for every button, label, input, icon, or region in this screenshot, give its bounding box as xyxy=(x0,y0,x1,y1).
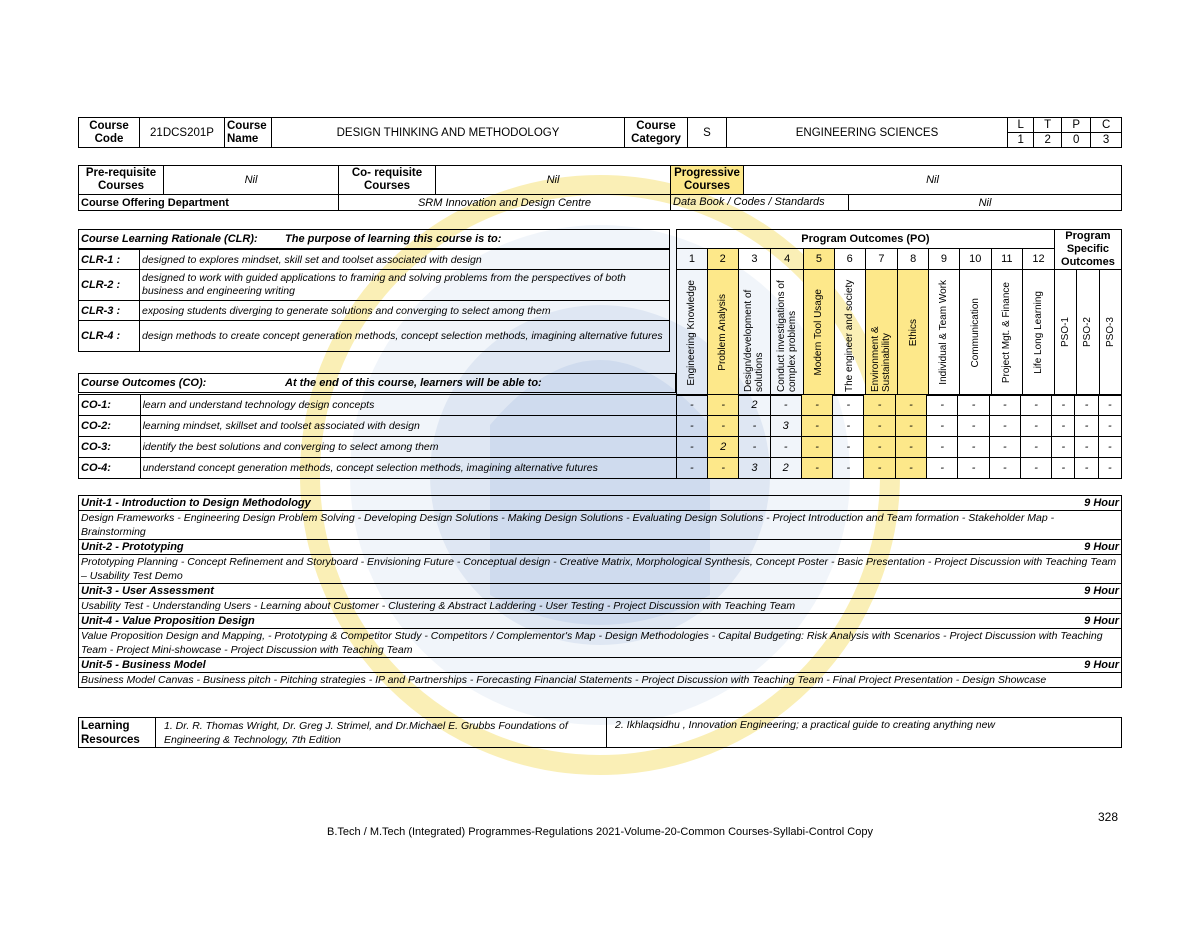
co-po-value: - xyxy=(927,437,958,458)
co-po-value: - xyxy=(864,395,895,416)
co-po-value: - xyxy=(833,416,864,437)
co-po-value: - xyxy=(833,437,864,458)
pso-name: PSO-1 xyxy=(1060,317,1072,348)
co-po-value: 3 xyxy=(739,458,770,479)
ltpc-c-value: 3 xyxy=(1091,133,1122,148)
co-po-value: - xyxy=(1052,458,1075,479)
co-po-value: 2 xyxy=(770,458,801,479)
co-po-value: - xyxy=(801,458,832,479)
co-row xyxy=(79,395,1122,416)
unit-content-row xyxy=(79,511,1122,540)
clr-row xyxy=(79,321,670,352)
co-po-value: - xyxy=(1075,437,1098,458)
po-name: The engineer and society xyxy=(844,279,856,392)
co-po-value: - xyxy=(864,416,895,437)
co-po-value: - xyxy=(676,416,707,437)
co-po-value: - xyxy=(989,416,1020,437)
clr-text: design methods to create concept generation methods, concept selection methods, imagining alternative futures xyxy=(140,321,670,352)
unit-hours: 9 Hour xyxy=(1084,615,1119,627)
co-po-value: - xyxy=(895,458,926,479)
co-po-value: - xyxy=(927,395,958,416)
unit-title-row xyxy=(79,540,1122,555)
po-name-cell xyxy=(834,270,865,396)
co-row xyxy=(79,416,1122,437)
po-number: 9 xyxy=(929,249,960,270)
po-name: Design/development of solutions xyxy=(743,289,766,392)
co-po-value: - xyxy=(1020,416,1051,437)
co-text: learn and understand technology design concepts xyxy=(140,395,676,416)
progressive-value: Nil xyxy=(744,166,1122,195)
co-po-value: - xyxy=(927,458,958,479)
po-name: Problem Analysis xyxy=(717,294,729,371)
co-text: identify the best solutions and converging to select among them xyxy=(140,437,676,458)
clr-row xyxy=(79,250,670,270)
po-name-cell xyxy=(898,270,929,396)
co-po-value: - xyxy=(1098,395,1121,416)
pso-name: PSO-2 xyxy=(1082,317,1094,348)
co-po-value: - xyxy=(708,395,739,416)
ltpc-p-value: 0 xyxy=(1062,133,1091,148)
prerequisite-table xyxy=(78,165,1122,211)
co-po-value: - xyxy=(958,395,989,416)
ltpc-l-value: 1 xyxy=(1008,133,1034,148)
co-po-value: - xyxy=(895,395,926,416)
co-row xyxy=(79,437,1122,458)
clr-items-table xyxy=(78,249,670,352)
po-number: 4 xyxy=(771,249,804,270)
co-po-value: - xyxy=(958,437,989,458)
co-po-value: - xyxy=(801,416,832,437)
co-po-value: 3 xyxy=(770,416,801,437)
unit-title-cell xyxy=(79,584,1122,599)
unit-content-row xyxy=(79,599,1122,614)
co-po-value: - xyxy=(833,458,864,479)
po-number: 11 xyxy=(991,249,1023,270)
resource-item-2: 2. Ikhlaqsidhu , Innovation Engineering; a practical guide to creating anything new xyxy=(607,718,1122,748)
co-text: understand concept generation methods, concept selection methods, imagining alternative futures xyxy=(140,458,676,479)
coreq-label: Co- requisite Courses xyxy=(339,166,436,195)
co-po-value: - xyxy=(1052,395,1075,416)
co-lead: At the end of this course, learners will be able to: xyxy=(283,374,676,393)
co-po-value: - xyxy=(958,458,989,479)
co-code: CO-2: xyxy=(79,416,141,437)
clr-purpose: The purpose of learning this course is to: xyxy=(283,230,670,249)
co-po-value: - xyxy=(676,437,707,458)
po-number: 8 xyxy=(898,249,929,270)
po-name-cell xyxy=(707,270,738,396)
co-title: Course Outcomes (CO): xyxy=(79,374,284,393)
units-table xyxy=(78,495,1122,688)
unit-content: Design Frameworks - Engineering Design Problem Solving - Developing Design Solutions - Making Design Solutions - Evaluating Design Solutions - Project Introduction and Team formation - Stakeholder Map - Brainstorming xyxy=(79,511,1122,540)
co-row xyxy=(79,458,1122,479)
unit-content-row xyxy=(79,673,1122,688)
co-po-value: - xyxy=(927,416,958,437)
co-po-value: - xyxy=(989,458,1020,479)
co-po-value: 2 xyxy=(708,437,739,458)
co-po-value: - xyxy=(1075,395,1098,416)
ltpc-p-label: P xyxy=(1062,118,1091,133)
co-po-value: - xyxy=(864,458,895,479)
co-po-value: - xyxy=(895,437,926,458)
course-code-label: Course Code xyxy=(79,118,140,148)
po-name: Ethics xyxy=(907,318,919,347)
po-number: 3 xyxy=(738,249,771,270)
po-number: 7 xyxy=(865,249,898,270)
pso-name-cell xyxy=(1054,270,1076,396)
po-name-cell xyxy=(929,270,960,396)
course-name: DESIGN THINKING AND METHODOLOGY xyxy=(272,118,625,148)
unit-content-row xyxy=(79,555,1122,584)
co-po-value: - xyxy=(801,395,832,416)
clr-code: CLR-3 : xyxy=(79,301,140,321)
unit-title: Unit-3 - User Assessment xyxy=(81,585,214,597)
po-name: Life Long Learning xyxy=(1032,291,1044,374)
po-name-cell xyxy=(865,270,898,396)
co-po-value: - xyxy=(739,437,770,458)
unit-title-row xyxy=(79,496,1122,511)
po-name: Environment & Sustainability xyxy=(870,325,893,392)
unit-title-cell xyxy=(79,658,1122,673)
course-name-label: Course Name xyxy=(225,118,272,148)
co-po-value: - xyxy=(801,437,832,458)
co-po-value: - xyxy=(1075,458,1098,479)
co-code: CO-3: xyxy=(79,437,141,458)
page-number: 328 xyxy=(1098,810,1119,824)
resources-label: Learning Resources xyxy=(79,718,156,748)
co-po-value: - xyxy=(989,395,1020,416)
unit-content-row xyxy=(79,629,1122,658)
co-po-value: - xyxy=(770,395,801,416)
ltpc-l-label: L xyxy=(1008,118,1034,133)
co-po-value: - xyxy=(1052,437,1075,458)
po-name: Engineering Knowledge xyxy=(686,279,698,386)
po-name-cell xyxy=(738,270,771,396)
unit-title-row xyxy=(79,658,1122,673)
po-name-cell xyxy=(804,270,835,396)
unit-title-row xyxy=(79,584,1122,599)
po-name: Communication xyxy=(969,297,981,368)
co-po-value: - xyxy=(1075,416,1098,437)
co-po-value: - xyxy=(1098,458,1121,479)
co-matrix-table xyxy=(78,394,1122,479)
po-number: 5 xyxy=(804,249,835,270)
unit-hours: 9 Hour xyxy=(1084,659,1119,671)
co-po-value: 2 xyxy=(739,395,770,416)
po-name-cell xyxy=(771,270,804,396)
unit-title: Unit-5 - Business Model xyxy=(81,659,206,671)
co-po-value: - xyxy=(833,395,864,416)
unit-content: Usability Test - Understanding Users - Learning about Customer - Clustering & Abstract Laddering - User Testing - Project Discussion with Teaching Team xyxy=(79,599,1122,614)
unit-content: Prototyping Planning - Concept Refinement and Storyboard - Envisioning Future - Conceptual design - Creative Matrix, Morphological Synthesis, Concept Poster - Basic Presentation - Project Discussion with Teaching Team – Usability Test Demo xyxy=(79,555,1122,584)
po-name-cell xyxy=(1023,270,1055,396)
clr-text: designed to work with guided applications to framing and solving problems from the perspectives of both business and engineering writing xyxy=(140,270,670,301)
co-po-value: - xyxy=(739,416,770,437)
clr-text: designed to explores mindset, skill set and toolset associated with design xyxy=(140,250,670,270)
unit-hours: 9 Hour xyxy=(1084,541,1119,553)
co-po-value: - xyxy=(1020,395,1051,416)
co-text: learning mindset, skillset and toolset associated with design xyxy=(140,416,676,437)
databook-label: Data Book / Codes / Standards xyxy=(671,195,849,210)
co-po-value: - xyxy=(1098,437,1121,458)
clr-code: CLR-2 : xyxy=(79,270,140,301)
po-name: Modern Tool Usage xyxy=(813,289,825,376)
co-code: CO-4: xyxy=(79,458,141,479)
clr-code: CLR-1 : xyxy=(79,250,140,270)
course-category: S xyxy=(688,118,727,148)
course-header-table xyxy=(78,117,1122,148)
po-number: 1 xyxy=(677,249,708,270)
co-code: CO-1: xyxy=(79,395,141,416)
unit-content: Business Model Canvas - Business pitch - Pitching strategies - IP and Partnerships - Forecasting Financial Statements - Project Discussion with Teaching Team - Final Project Presentation - Design Showcase xyxy=(79,673,1122,688)
unit-hours: 9 Hour xyxy=(1084,585,1119,597)
unit-title: Unit-2 - Prototyping xyxy=(81,541,184,553)
prereq-label: Pre-requisite Courses xyxy=(79,166,164,195)
co-po-value: - xyxy=(1098,416,1121,437)
ltpc-t-label: T xyxy=(1034,118,1062,133)
co-po-value: - xyxy=(708,416,739,437)
co-po-value: - xyxy=(708,458,739,479)
co-po-value: - xyxy=(864,437,895,458)
course-code: 21DCS201P xyxy=(140,118,225,148)
co-po-value: - xyxy=(1020,437,1051,458)
co-po-value: - xyxy=(895,416,926,437)
clr-row xyxy=(79,301,670,321)
co-po-value: - xyxy=(770,437,801,458)
co-po-value: - xyxy=(676,395,707,416)
learning-resources-table xyxy=(78,717,1122,748)
dept-value: SRM Innovation and Design Centre xyxy=(339,195,671,211)
databook-cell xyxy=(671,195,1122,211)
unit-title-cell xyxy=(79,540,1122,555)
prereq-value: Nil xyxy=(164,166,339,195)
resource-item-1: 1. Dr. R. Thomas Wright, Dr. Greg J. Strimel, and Dr.Michael E. Grubbs Foundations of Engineering & Technology, 7th Edition xyxy=(156,718,607,748)
dept-label: Course Offering Department xyxy=(79,195,339,211)
unit-title: Unit-1 - Introduction to Design Methodology xyxy=(81,497,311,509)
progressive-label: Progressive Courses xyxy=(671,166,744,195)
clr-title: Course Learning Rationale (CLR): xyxy=(79,230,284,249)
co-po-value: - xyxy=(1020,458,1051,479)
unit-title-row xyxy=(79,614,1122,629)
po-name: Conduct investigations of complex problems xyxy=(776,279,799,392)
pso-name: PSO-3 xyxy=(1104,317,1116,348)
clr-row xyxy=(79,270,670,301)
page-footer: B.Tech / M.Tech (Integrated) Programmes-Regulations 2021-Volume-20-Common Courses-Syllabi-Control Copy xyxy=(327,826,873,838)
unit-title: Unit-4 - Value Proposition Design xyxy=(81,615,255,627)
ltpc-c-label: C xyxy=(1091,118,1122,133)
ltpc-t-value: 2 xyxy=(1034,133,1062,148)
pso-name-cell xyxy=(1077,270,1099,396)
course-category-label: Course Category xyxy=(625,118,688,148)
po-name: Individual & Team Work xyxy=(938,280,950,385)
co-po-value: - xyxy=(958,416,989,437)
po-name-cell xyxy=(991,270,1023,396)
co-po-value: - xyxy=(989,437,1020,458)
unit-title-cell xyxy=(79,614,1122,629)
po-number: 6 xyxy=(834,249,865,270)
category-name: ENGINEERING SCIENCES xyxy=(727,118,1008,148)
po-number: 12 xyxy=(1023,249,1055,270)
po-number: 2 xyxy=(707,249,738,270)
pso-name-cell xyxy=(1099,270,1121,396)
co-po-value: - xyxy=(1052,416,1075,437)
unit-title-cell xyxy=(79,496,1122,511)
unit-hours: 9 Hour xyxy=(1084,497,1119,509)
po-title: Program Outcomes (PO) xyxy=(677,230,1055,249)
po-name: Project Mgt. & Finance xyxy=(1001,281,1013,384)
databook-value: Nil xyxy=(978,196,992,209)
po-name-cell xyxy=(677,270,708,396)
po-name-cell xyxy=(959,270,991,396)
co-title-table xyxy=(78,373,676,393)
po-header-table xyxy=(676,229,1122,396)
clr-code: CLR-4 : xyxy=(79,321,140,352)
clr-table xyxy=(78,229,670,249)
po-number: 10 xyxy=(959,249,991,270)
unit-content: Value Proposition Design and Mapping, - Prototyping & Competitor Study - Competitors / Complementor's Map - Design Methodologies - Capital Budgeting: Risk Analysis with Scenarios - Project Discussion with Teaching Team - Project Mini-showcase - Project Discussion with Teaching Team xyxy=(79,629,1122,658)
coreq-value: Nil xyxy=(436,166,671,195)
pso-title: Program Specific Outcomes xyxy=(1054,230,1121,270)
clr-text: exposing students diverging to generate solutions and converging to select among them xyxy=(140,301,670,321)
co-po-value: - xyxy=(676,458,707,479)
